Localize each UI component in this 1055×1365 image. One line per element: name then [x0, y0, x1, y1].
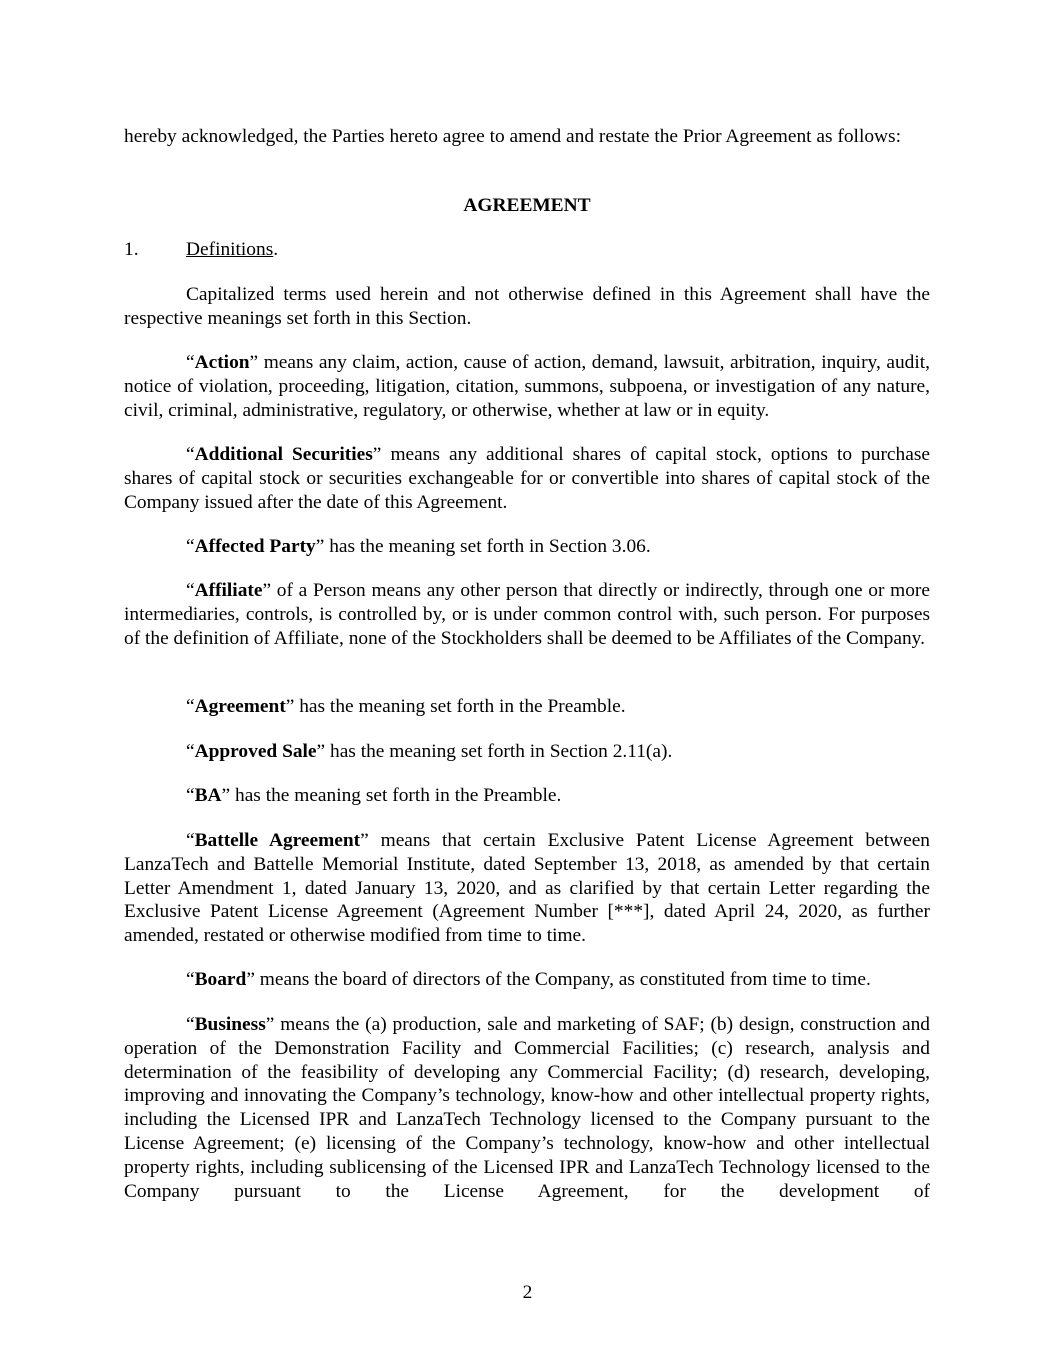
defined-term: Action [194, 352, 250, 373]
defined-term: Affected Party [194, 536, 316, 557]
page-number: 2 [522, 1282, 533, 1303]
defined-term: Approved Sale [194, 741, 317, 762]
definition-text: means that certain Exclusive Patent License Agreement between LanzaTech and Battelle Memorial Institute, dated September 13, 2018, as amended by that certain Letter Amendment 1, dated January 13, 2020, and as clarified by that certain Letter regarding the Exclusive Patent License Agreement (Agreement Number [***], dated April 24, 2020, as further amended, restated or otherwise modified from time to time. [124, 830, 930, 947]
definition-additional-securities: “Additional Securities” means any additional shares of capital stock, options to purchase shares of capital stock or securities exchangeable for or convertible into shares of capital stock of the Company issued after the date of this Agreement. [124, 444, 930, 513]
definition-battelle-agreement: “Battelle Agreement” means that certain Exclusive Patent License Agreement between LanzaTech and Battelle Memorial Institute, dated September 13, 2018, as amended by that certain Letter Amendment 1, dated January 13, 2020, and as clarified by that certain Letter regarding the Exclusive Patent License Agreement (Agreement Number [***], dated April 24, 2020, as further amended, restated or otherwise modified from time to time. [124, 830, 930, 947]
section-title: Definitions. [186, 239, 279, 260]
defined-term: Battelle Agreement [194, 830, 361, 851]
definition-action: “Action” means any claim, action, cause of action, demand, lawsuit, arbitration, inquiry, audit, notice of violation, proceeding, litigation, citation, summons, subpoena, or investigation of any nature, civil, criminal, administrative, regulatory, or otherwise, whether at law or in equity. [124, 352, 930, 421]
defined-term: Board [194, 969, 247, 990]
definitions-preamble: Capitalized terms used herein and not otherwise defined in this Agreement shall have the respective meanings set forth in this Section. [124, 284, 930, 329]
definition-board: “Board” means the board of directors of the Company, as constituted from time to time. [186, 969, 871, 990]
definition-affiliate: “Affiliate” of a Person means any other person that directly or indirectly, through one or more intermediaries, controls, is controlled by, or is under common control with, such person. For purposes of the definition of Affiliate, none of the Stockholders shall be deemed to be Affiliates of the Company. [124, 580, 930, 649]
definition-ba: “BA” has the meaning set forth in the Preamble. [186, 785, 562, 806]
definition-text: has the meaning set forth in Section 3.06. [324, 536, 651, 557]
section-heading [0, 238, 1055, 262]
definition-agreement: “Agreement” has the meaning set forth in the Preamble. [186, 696, 626, 717]
definition-text: has the meaning set forth in the Preamble. [294, 696, 626, 717]
defined-term: Business [194, 1014, 266, 1035]
defined-term: Additional Securities [194, 444, 373, 465]
definition-approved-sale: “Approved Sale” has the meaning set forth in Section 2.11(a). [186, 741, 673, 762]
definition-text: of a Person means any other person that directly or indirectly, through one or more intermediaries, controls, is controlled by, or is under common control with, such person. For purposes of the definition of Affiliate, none of the Stockholders shall be deemed to be Affiliates of the Company. [124, 580, 930, 649]
defined-term: BA [194, 785, 222, 806]
defined-term: Affiliate [194, 580, 263, 601]
definition-text: has the meaning set forth in Section 2.11(a). [325, 741, 673, 762]
definition-text: means the board of directors of the Company, as constituted from time to time. [254, 969, 871, 990]
definition-text: means any additional shares of capital stock, options to purchase shares of capital stock or securities exchangeable for or convertible into shares of capital stock of the Company issued after the date of this Agreement. [124, 444, 930, 513]
definition-text: means any claim, action, cause of action, demand, lawsuit, arbitration, inquiry, audit, notice of violation, proceeding, litigation, citation, summons, subpoena, or investigation of any nature, civil, criminal, administrative, regulatory, or otherwise, whether at law or in equity. [124, 352, 930, 421]
defined-term: Agreement [194, 696, 286, 717]
definition-text: has the meaning set forth in the Preamble. [230, 785, 562, 806]
definition-affected-party: “Affected Party” has the meaning set forth in Section 3.06. [186, 536, 651, 557]
intro-paragraph: hereby acknowledged, the Parties hereto agree to amend and restate the Prior Agreement as follows: [124, 126, 901, 147]
agreement-heading: AGREEMENT [463, 195, 591, 216]
definition-text: means the (a) production, sale and marketing of SAF; (b) design, construction and operation of the Demonstration Facility and Commercial Facilities; (c) research, analysis and determination of the feasibility of developing any Commercial Facility; (d) research, developing, improving and innovating the Company’s technology, know-how and other intellectual property rights, including the Licensed IPR and LanzaTech Technology licensed to the Company pursuant to the License Agreement; (e) licensing of the Company’s technology, know-how and other intellectual property rights, including sublicensing of the Licensed IPR and LanzaTech Technology licensed to the Company pursuant to the License Agreement, for the development of [124, 1014, 930, 1202]
definition-business: “Business” means the (a) production, sale and marketing of SAF; (b) design, construction and operation of the Demonstration Facility and Commercial Facilities; (c) research, analysis and determination of the feasibility of developing any Commercial Facility; (d) research, developing, improving and innovating the Company’s technology, know-how and other intellectual property rights, including the Licensed IPR and LanzaTech Technology licensed to the Company pursuant to the License Agreement; (e) licensing of the Company’s technology, know-how and other intellectual property rights, including sublicensing of the Licensed IPR and LanzaTech Technology licensed to the Company pursuant to the License Agreement, for the development of [124, 1014, 930, 1202]
section-number: 1. [124, 239, 139, 260]
